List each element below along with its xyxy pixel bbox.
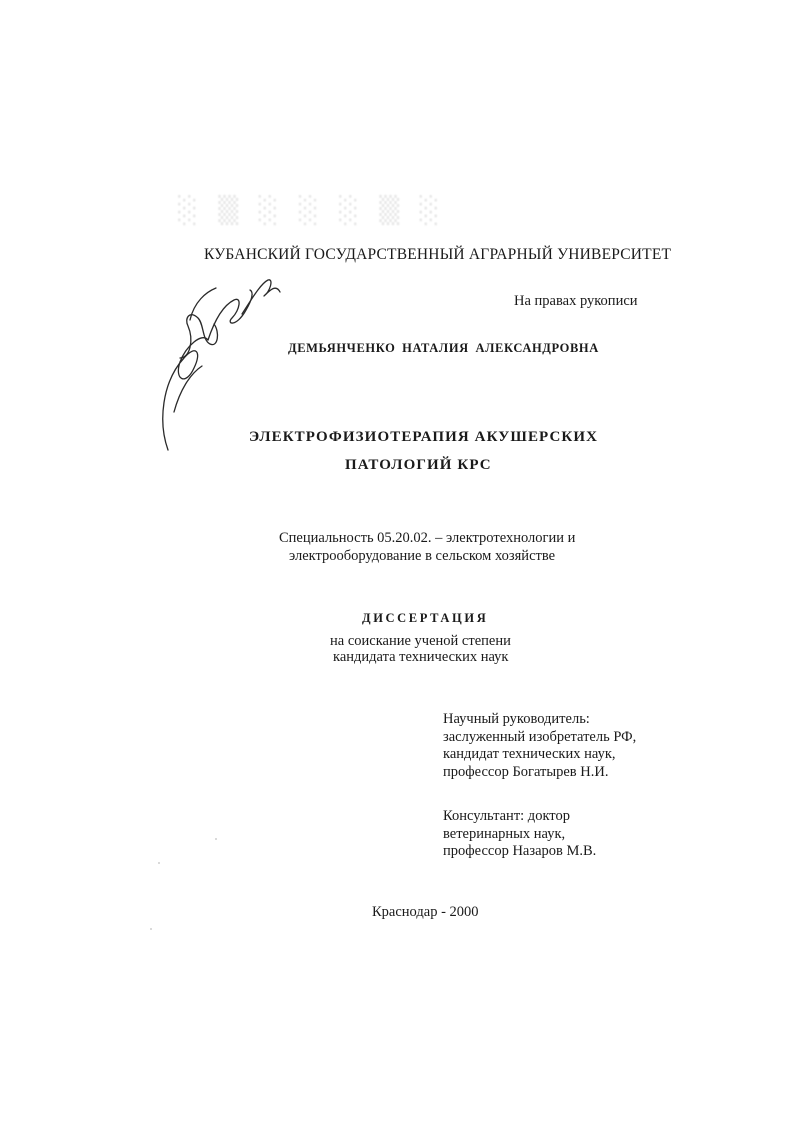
specialty-line-1: Специальность 05.20.02. – электротехнологии и — [279, 530, 576, 546]
rights-note: На правах рукописи — [514, 293, 638, 309]
consultant-line: Консультант: доктор — [443, 808, 570, 824]
supervisor-line: кандидат технических наук, — [443, 746, 616, 762]
supervisor-line: Научный руководитель: — [443, 711, 590, 727]
supervisor-line: профессор Богатырев Н.И. — [443, 763, 609, 780]
dissertation-title-line-1: ЭЛЕКТРОФИЗИОТЕРАПИЯ АКУШЕРСКИХ — [249, 429, 599, 445]
dissertation-title-line-2: ПАТОЛОГИЙ КРС — [345, 457, 492, 473]
supervisor-block — [443, 711, 636, 781]
consultant-line: профессор Назаров М.В. — [443, 843, 597, 859]
specialty-line-2: электрооборудование в сельском хозяйстве — [289, 548, 556, 564]
consultant-block — [443, 808, 596, 861]
scan-speck — [150, 928, 152, 930]
supervisor-line: заслуженный изобретатель РФ, — [443, 728, 637, 745]
degree-line-2: кандидата технических наук — [333, 649, 509, 665]
consultant-line: ветеринарных наук, — [443, 825, 566, 842]
city-and-year: Краснодар - 2000 — [372, 904, 479, 920]
faint-stamp-mark: ░ ▒ ░ ░ ░ ▒ ░ — [178, 196, 446, 226]
university-name: КУБАНСКИЙ ГОСУДАРСТВЕННЫЙ АГРАРНЫЙ УНИВЕРСИТЕТ — [204, 246, 672, 263]
degree-line-1: на соискание ученой степени — [330, 633, 511, 649]
scan-speck — [215, 838, 217, 840]
document-type: ДИССЕРТАЦИЯ — [362, 611, 489, 625]
author-name: ДЕМЬЯНЧЕНКО НАТАЛИЯ АЛЕКСАНДРОВНА — [288, 341, 599, 355]
scan-speck — [158, 862, 160, 864]
